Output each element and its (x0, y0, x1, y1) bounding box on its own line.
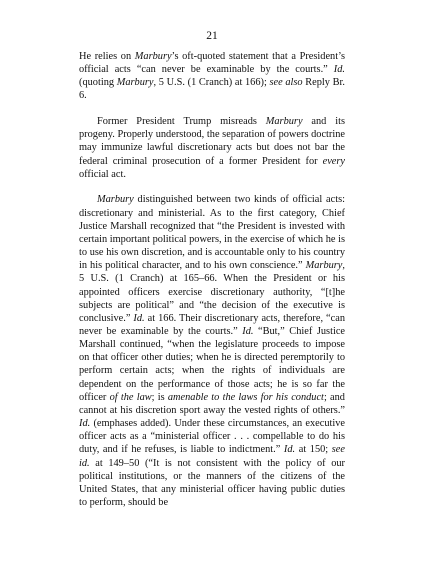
text-run: ; and cannot at his discretion sport away the vested rights of others.” (79, 391, 345, 416)
text-run: distinguished between two kinds of official acts: discretionary and ministerial. As to the first category, Chief Justice Marshall recognized that “the President is invested with certain important political powers, in the exercise of which he is to use his own discretion, and is accountable only to his country in his political character, and to his own conscience.” (79, 194, 345, 272)
text-run: “But,” Chief Justice Marshall continued, “when the legislature proceeds to impose on that officer other duties; when he is directed peremptorily to perform certain acts; when the rights of individuals are dependent on the performance of those acts; he is so far the officer (79, 325, 345, 403)
citation-italic: Id. (133, 312, 145, 324)
paragraph-1 (79, 50, 345, 103)
text-run: at 150; (295, 444, 332, 456)
paragraph-3 (79, 193, 345, 509)
case-name-italic: Marbury (134, 51, 172, 62)
case-name-italic: Marbury (305, 260, 343, 272)
text-run: Reply Br. 6. (79, 77, 345, 102)
emphasis-italic: of the law (109, 391, 152, 403)
citation-italic: Id. (333, 64, 345, 76)
text-run: Former President Trump misreads (97, 116, 266, 128)
emphasis-italic: every (322, 155, 345, 167)
text-run: (quoting (79, 77, 117, 89)
paragraph-2 (79, 115, 345, 181)
case-name-italic: Marbury (97, 194, 134, 206)
text-run: (emphases added). Under these circumstances, an executive officer acts as a “ministerial officer . . . compellable to do his duty, and if he refuses, is liable to indictment.” (79, 418, 345, 456)
text-run: at 166. Their discretionary acts, therefore, “can never be examinable by the courts.” (79, 312, 345, 337)
case-name-italic: Marbury (116, 77, 154, 89)
citation-italic: Id. (79, 418, 91, 430)
text-run: , 5 U.S. (1 Cranch) at 165–66. When the President or his appointed officers exercise discretionary authority, “[t]he subjects are political” and “the decision of the executive is conclusive.” (79, 260, 345, 324)
text-run: ’s oft-quoted statement that a President’s official acts “can never be examinable by the courts.” (79, 51, 345, 76)
text-run: at 149–50 (“It is not consistent with the policy of our political institutions, or the manners of the citizens of the United States, that any ministerial officer having public duties to perform, should be (79, 457, 345, 508)
text-run: and its progeny. Properly understood, the separation of powers doctrine may immunize lawful discretionary acts but does not bar the federal criminal prosecution of a former President for (79, 116, 345, 167)
citation-italic: Id. (242, 325, 254, 337)
emphasis-italic: amenable to the laws for his conduct (167, 391, 324, 403)
signal-italic: see also (269, 77, 303, 89)
text-run: He relies on (79, 51, 135, 62)
document-body (79, 50, 345, 522)
signal-italic: see id. (79, 444, 345, 469)
citation-italic: Id. (283, 444, 296, 456)
text-run: , 5 U.S. (1 Cranch) at 166); (153, 77, 270, 89)
text-run: ; is (151, 391, 168, 403)
text-run: official act. (79, 168, 126, 180)
case-name-italic: Marbury (265, 116, 303, 128)
page-number: 21 (206, 30, 218, 42)
